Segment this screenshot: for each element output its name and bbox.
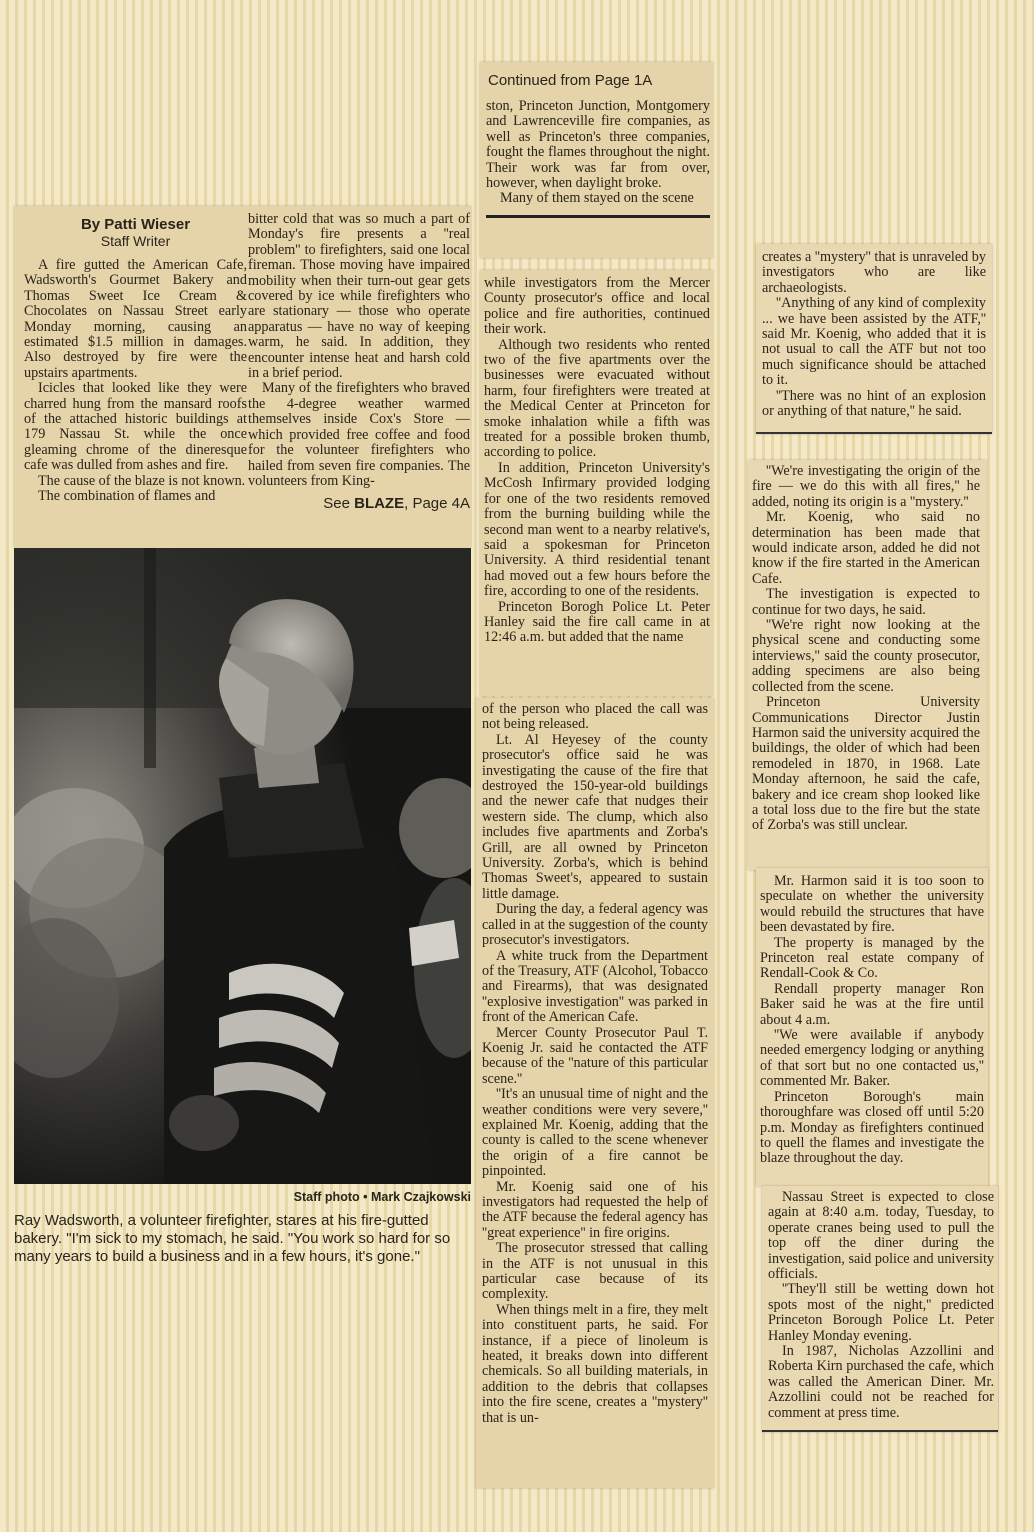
- paragraph: ''We're investigating the origin of the fire — we do this with all fires,'' he added, noting its origin is a ''mystery.'': [752, 463, 980, 510]
- clipping-column-4-middle: [748, 460, 986, 870]
- column-2: [248, 212, 470, 512]
- paragraph: Nassau Street is expected to close again at 8:40 a.m. today, Tuesday, to operate cranes being used to pull the top off the diner during the investigation, said police and university officials.: [768, 1189, 994, 1283]
- paragraph: creates a ''mystery'' that is unraveled by investigators who are like archaeologists.: [762, 249, 986, 296]
- photo-credit: Staff photo • Mark Czajkowski: [293, 1190, 471, 1204]
- column-3c-text: [482, 702, 708, 1426]
- paragraph: while investigators from the Mercer County prosecutor's office and local police and fire authorities, continued their work.: [484, 275, 710, 338]
- paragraph: The combination of flames and: [38, 488, 216, 505]
- column-3b-text: [484, 276, 710, 646]
- clipping-column-4-top: [756, 244, 992, 434]
- clipping-column-4-bottom: [762, 1186, 998, 1432]
- column-1-text: [24, 258, 247, 505]
- column-rule: [762, 1430, 998, 1432]
- paragraph: Princeton Borogh Police Lt. Peter Hanley said the fire call came in at 12:46 a.m. but added that the name: [484, 598, 710, 646]
- paragraph: When things melt in a fire, they melt into constituent parts, he said. For instance, if a piece of linoleum is heated, it breaks down into different chemicals. So all building materials, in addition to the debris that collapses into the fire scene, creates a ''mystery'' that is un-: [482, 1301, 708, 1426]
- paragraph: A fire gutted the American Cafe, Wadsworth's Gourmet Bakery and Thomas Sweet Ice Cream & Chocolates on Nassau Street early Monday morning, causing an estimated $1.5 million in damages. Also destroyed by fire were the upstairs apartments.: [24, 257, 247, 381]
- paragraph: Princeton Borough's main thoroughfare was closed off until 5:20 p.m. Monday as firefighters continued to quell the flames and investigate the blaze throughout the day.: [760, 1088, 984, 1167]
- column-3a-text: [486, 99, 710, 207]
- column-4b-text: [752, 464, 980, 834]
- paragraph: The property is managed by the Princeton real estate company of Rendall-Cook & Co.: [760, 934, 984, 982]
- paragraph: Icicles that looked like they were charred hung from the mansard roofs of the attached historic buildings at 179 Nassau St. while the once gleaming chrome of the dineresque cafe was dulled from ashes and fire.: [24, 380, 247, 474]
- paragraph: Mr. Harmon said it is too soon to speculate on whether the university would rebuild the structures that have been devastated by fire.: [760, 873, 984, 936]
- paragraph: Mr. Koenig, who said no determination has been made that would indicate arson, added he did not know if the fire started in the American Cafe.: [752, 509, 980, 587]
- clipping-column-3-bottom: [476, 698, 714, 1488]
- paragraph: Rendall property manager Ron Baker said he was at the fire until about 4 a.m.: [760, 980, 984, 1028]
- column-2-text: [248, 212, 470, 489]
- column-rule: [756, 432, 992, 434]
- paragraph: Princeton University Communications Director Justin Harmon said the university acquired the buildings, the older of which had been remodeled in 1870, in 1968. Late Monday afternoon, he said the cafe, bakery and ice cream shop looked like a total loss due to the fire but the state of Zorba's was still unclear.: [752, 694, 980, 834]
- paragraph: The prosecutor stressed that calling in the ATF is not unusual in this particular case because of its complexity.: [482, 1240, 708, 1303]
- continued-from-label: Continued from Page 1A: [488, 72, 653, 89]
- paragraph: The investigation is expected to continue for two days, he said.: [752, 586, 980, 618]
- column-4d-text: [768, 1190, 994, 1421]
- byline: [24, 216, 247, 250]
- clipping-column-4-lower: [756, 868, 988, 1186]
- paragraph: Although two residents who rented two of the five apartments over the businesses were evacuated without harm, four firefighters were treated at the Medical Center at Princeton for smoke inhalation while a fifth was treated for a possible broken thumb, according to police.: [484, 336, 710, 461]
- paragraph: of the person who placed the call was not being released.: [482, 701, 708, 733]
- paragraph: Many of the firefighters who braved the 4-degree weather warmed themselves inside Cox's Store — which provided free coffee and food for the volunteer firefighters who hailed from seven fire companies. The volunteers from King-: [248, 380, 470, 489]
- paragraph: ''There was no hint of an explosion or anything of that nature,'' he said.: [762, 387, 986, 420]
- paragraph: In addition, Princeton University's McCosh Infirmary provided lodging for one of the two residents removed from the burning building while the second man went to a nearby relative's, said a spokesman for Princeton University. A third residential tenant had moved out a few hours before the fire, according to one of the residents.: [484, 459, 710, 600]
- photo-caption: Ray Wadsworth, a volunteer firefighter, stares at his fire-gutted bakery. "I'm sick to my stomach, he said. "You work so hard for so many years to build a business and in a few hours, it's gone.": [14, 1212, 451, 1265]
- paragraph: ''We were available if anybody needed emergency lodging or anything of that sort but no one contacted us,'' commented Mr. Baker.: [760, 1027, 984, 1090]
- column-rule: [486, 215, 710, 218]
- column-1: [24, 216, 247, 505]
- paragraph: Mr. Koenig said one of his investigators had requested the help of the ATF because the federal agency has ''great experience'' in fire origins.: [482, 1178, 708, 1241]
- paragraph: ''We're right now looking at the physical scene and conducting some interviews,'' said the county prosecutor, adding specimens are also being collected from the scene.: [752, 617, 980, 695]
- byline-role: Staff Writer: [100, 233, 171, 249]
- paragraph: During the day, a federal agency was called in at the suggestion of the county prosecutor's investigators.: [482, 901, 708, 949]
- paragraph: In 1987, Nicholas Azzollini and Roberta Kirn purchased the cafe, which was called the American Diner. Mr. Azzollini could not be reached for comment at press time.: [768, 1343, 994, 1421]
- paragraph: Lt. Al Heyesey of the county prosecutor's office said he was investigating the cause of the fire that destroyed the 150-year-old buildings and the newer cafe that nudges their western side. The clump, which also includes five apartments and Zorba's Grill, are all owned by Princeton University. Zorba's, which is behind Thomas Sweet's, appeared to sustain little damage.: [482, 731, 708, 902]
- clipping-front-top: [14, 206, 471, 548]
- paragraph: The cause of the blaze is not known.: [38, 472, 246, 489]
- paragraph: A white truck from the Department of the Treasury, ATF (Alcohol, Tobacco and Firearms), that was designated ''explosive investigation'' was parked in front of the American Cafe.: [482, 947, 708, 1026]
- firefighter-photo-image: [14, 548, 471, 1184]
- clipping-column-3-middle: [480, 270, 713, 696]
- column-4a-text: [762, 250, 986, 419]
- paragraph: Many of them stayed on the scene: [500, 190, 694, 207]
- paragraph: ''Anything of any kind of complexity ... we have been assisted by the ATF,'' said Mr. Koenig, who added that it is not usual to call the ATF but not too much significance should be attached to it.: [762, 295, 986, 389]
- paragraph: ston, Princeton Junction, Montgomery and Lawrenceville fire companies, as well as Princeton's three companies, fought the flames throughout the night. Their work was far from over, however, when daylight broke.: [486, 98, 710, 192]
- paragraph: bitter cold that was so much a part of Monday's fire presents a ''real problem'' to firefighters, said one local fireman. Those moving have impaired mobility when their turn-out gear gets covered by ice while firefighters who are stationary — those who operate apparatus — have no way of keeping warm, he said. In addition, they encounter intense heat and harsh cold in a brief period.: [248, 211, 470, 382]
- column-4c-text: [760, 874, 984, 1167]
- firefighter-photo: [14, 548, 471, 1184]
- paragraph: ''They'll still be wetting down hot spots most of the night,'' predicted Princeton Borough Police Lt. Peter Hanley Monday evening.: [768, 1281, 994, 1344]
- see-blaze-jump: See BLAZE, Page 4A: [323, 495, 470, 513]
- paragraph: ''It's an unusual time of night and the weather conditions were very severe,'' explained Mr. Koenig, adding that the county is called to the scene whenever the origin of a fire cannot be pinpointed.: [482, 1086, 708, 1180]
- clipping-continued-top: [480, 62, 713, 258]
- paragraph: Mercer County Prosecutor Paul T. Koenig Jr. said he contacted the ATF because of the ''nature of this particular scene.'': [482, 1024, 708, 1087]
- byline-name: By Patti Wieser: [80, 216, 191, 233]
